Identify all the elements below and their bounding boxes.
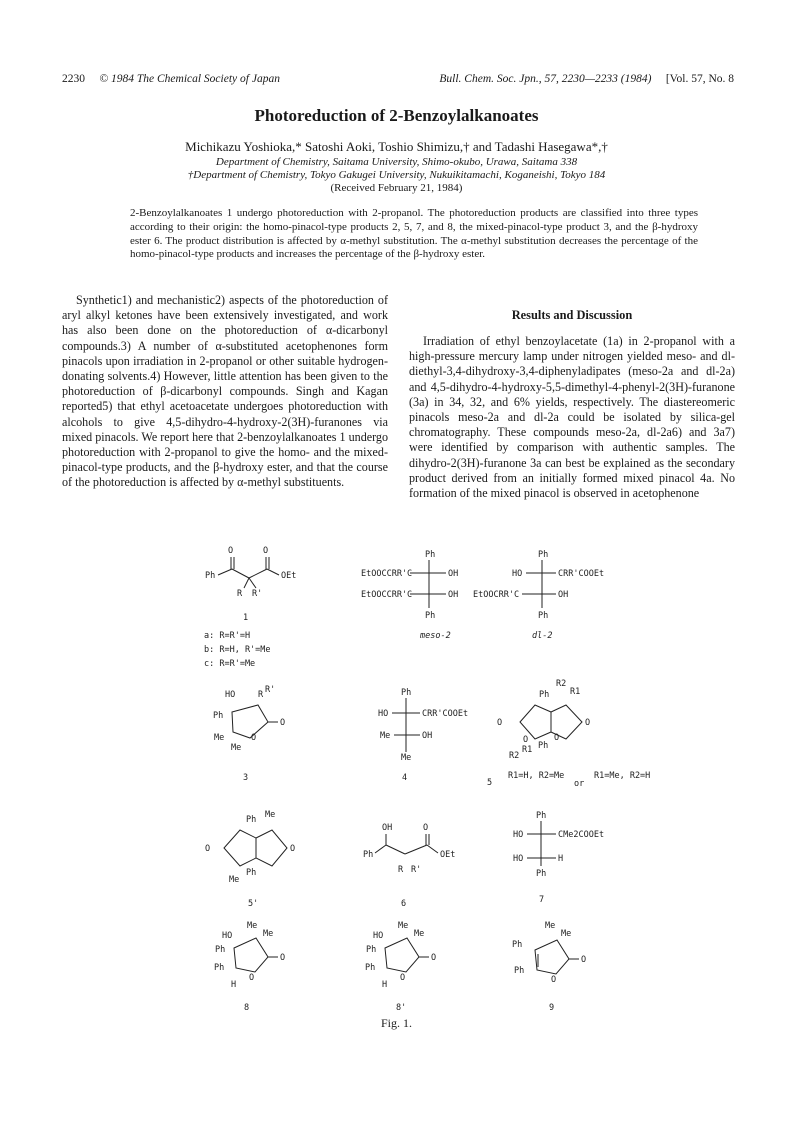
dl-2-label: dl-2	[532, 631, 553, 641]
compound-9-label: 9	[549, 1003, 555, 1013]
svg-text:CRR'COOEt: CRR'COOEt	[558, 569, 605, 579]
subst-b: b: R=H, R'=Me	[204, 645, 271, 655]
svg-text:HO: HO	[373, 931, 384, 941]
compound-7	[513, 811, 604, 905]
compound-8p-label: 8'	[396, 1003, 407, 1013]
svg-text:O: O	[497, 718, 503, 728]
compound-4-label: 4	[402, 773, 408, 783]
svg-text:EtOOCCRR'C: EtOOCCRR'C	[361, 569, 413, 579]
figure-1-structures	[0, 540, 793, 1020]
compound-4	[378, 688, 468, 783]
compound-8-prime	[365, 921, 436, 1013]
svg-text:R': R'	[252, 589, 263, 599]
svg-text:Ph: Ph	[213, 711, 224, 721]
svg-text:O: O	[251, 733, 257, 743]
copyright-line: © 1984 The Chemical Society of Japan	[99, 73, 280, 85]
compound-5-prime	[205, 810, 295, 909]
meso-2-label: meso-2	[420, 631, 451, 641]
svg-text:Ph: Ph	[538, 741, 549, 751]
svg-text:O: O	[423, 823, 429, 833]
svg-text:Ph: Ph	[425, 611, 436, 621]
svg-text:O: O	[523, 735, 529, 745]
svg-text:Ph: Ph	[365, 963, 376, 973]
svg-text:R2: R2	[509, 751, 520, 761]
svg-text:R: R	[258, 690, 264, 700]
svg-text:HO: HO	[513, 830, 524, 840]
results-column	[409, 334, 735, 501]
svg-text:Me: Me	[231, 743, 242, 753]
svg-text:Me: Me	[414, 929, 425, 939]
svg-text:Me: Me	[380, 731, 391, 741]
svg-text:Me: Me	[247, 921, 258, 931]
svg-text:Ph: Ph	[539, 690, 550, 700]
svg-text:O: O	[228, 546, 234, 556]
svg-text:HO: HO	[513, 854, 524, 864]
svg-text:H: H	[382, 980, 388, 990]
svg-text:HO: HO	[225, 690, 236, 700]
svg-text:O: O	[280, 953, 286, 963]
compound-dl-2	[473, 550, 604, 641]
svg-text:R': R'	[411, 865, 422, 875]
svg-text:O: O	[400, 973, 406, 983]
results-paragraph: Irradiation of ethyl benzoylacetate (1a) in 2-propanol with a high-pressure mercury lamp under nitrogen yielded meso- and dl-diethyl-3,4-dihydroxy-3,4-diphenyladipates (meso-2a and dl-2a) and 4,5-dihydro-4-hydroxy-5,5-dimethyl-4-phenyl-2(3H)-furanone (3a) in 34, 32, and 6% yields, respectively. The diastereomeric pinacols meso-2a and dl-2a could be isolated by silica-gel chromatography. These compounds meso-2a, dl-2a6) and 3a7) were identified by comparison with authentic samples. The dihydro-2(3H)-furanone 3a can best be explained as the secondary product derived from an initially formed mixed pinacol 4a. No formation of the mixed pinacol is observed in acetophenone	[409, 334, 735, 501]
svg-text:Ph: Ph	[538, 611, 549, 621]
journal-citation: Bull. Chem. Soc. Jpn., 57, 2230—2233 (1984)	[439, 73, 652, 85]
compound-5-note-or: or	[574, 779, 585, 789]
svg-text:Me: Me	[398, 921, 409, 931]
svg-text:EtOOCCRR'C: EtOOCCRR'C	[361, 590, 413, 600]
compound-5-note-right: R1=Me, R2=H	[594, 771, 651, 781]
svg-text:O: O	[554, 733, 560, 743]
svg-text:R: R	[398, 865, 404, 875]
affiliation-1: Department of Chemistry, Saitama University, Shimo-okubo, Urawa, Saitama 338	[215, 156, 578, 168]
svg-text:H: H	[231, 980, 237, 990]
svg-text:O: O	[581, 955, 587, 965]
svg-text:OEt: OEt	[281, 571, 297, 581]
svg-text:Ph: Ph	[514, 966, 525, 976]
svg-text:EtOOCRR'C: EtOOCRR'C	[473, 590, 520, 600]
volume-info: [Vol. 57, No. 8	[665, 73, 734, 85]
svg-text:HO: HO	[512, 569, 523, 579]
abstract: 2-Benzoylalkanoates 1 undergo photoreduction with 2-propanol. The photoreduction products are classified into three types according to their origin: the homo-pinacol-type products 2, 5, 7, and 8, the mixed-pinacol-type product 3, and the β-hydroxy ester 6. The product distribution is affected by α-methyl substitution. The α-methyl substitution decreases the percentage of the homo-pinacol-type products and increases the percentage of the β-hydroxy ester.	[130, 207, 698, 261]
svg-text:Ph: Ph	[538, 550, 549, 560]
page-number: 2230	[62, 73, 85, 85]
paper-title: Photoreduction of 2-Benzoylalkanoates	[254, 106, 539, 125]
svg-text:OH: OH	[422, 731, 433, 741]
svg-text:R: R	[237, 589, 243, 599]
svg-text:Ph: Ph	[366, 945, 377, 955]
svg-text:Me: Me	[263, 929, 274, 939]
svg-text:Ph: Ph	[536, 811, 547, 821]
svg-text:R2: R2	[556, 679, 567, 689]
svg-text:O: O	[249, 973, 255, 983]
svg-text:CMe2COOEt: CMe2COOEt	[558, 830, 605, 840]
svg-text:Ph: Ph	[215, 945, 226, 955]
compound-meso-2	[361, 550, 458, 641]
svg-text:Ph: Ph	[214, 963, 225, 973]
svg-text:CRR'COOEt: CRR'COOEt	[422, 709, 469, 719]
svg-text:OH: OH	[558, 590, 569, 600]
running-header	[62, 73, 734, 89]
compound-8	[214, 921, 285, 1013]
compound-7-label: 7	[539, 895, 545, 905]
affiliation-2: †Department of Chemistry, Tokyo Gakugei University, Nukuikitamachi, Koganeishi, Tokyo 184	[187, 169, 606, 181]
compound-3	[213, 685, 285, 783]
compound-9	[512, 921, 586, 1013]
svg-text:OEt: OEt	[440, 850, 456, 860]
svg-text:O: O	[551, 975, 557, 985]
compound-5	[487, 679, 650, 789]
svg-text:Me: Me	[229, 875, 240, 885]
svg-text:R': R'	[265, 685, 276, 695]
svg-text:Ph: Ph	[401, 688, 412, 698]
compound-5-label: 5	[487, 778, 493, 788]
svg-text:Me: Me	[545, 921, 556, 931]
svg-text:Me: Me	[401, 753, 412, 763]
figure-caption: Fig. 1.	[380, 1016, 412, 1030]
svg-text:Me: Me	[265, 810, 276, 820]
compound-3-label: 3	[243, 773, 249, 783]
svg-text:Ph: Ph	[425, 550, 436, 560]
svg-text:Ph: Ph	[205, 571, 216, 581]
compound-6	[363, 823, 455, 909]
svg-text:Me: Me	[561, 929, 572, 939]
intro-column	[62, 293, 388, 491]
svg-text:H: H	[558, 854, 564, 864]
svg-text:Ph: Ph	[246, 868, 257, 878]
section-heading: Results and Discussion	[511, 308, 633, 322]
header-right	[439, 73, 734, 85]
svg-text:OH: OH	[382, 823, 393, 833]
svg-text:Ph: Ph	[512, 940, 523, 950]
subst-c: c: R=R'=Me	[204, 659, 256, 669]
subst-a: a: R=R'=H	[204, 631, 251, 641]
received-date: (Received February 21, 1984)	[330, 182, 463, 194]
svg-text:R1: R1	[570, 687, 581, 697]
svg-text:O: O	[263, 546, 269, 556]
compound-8-label: 8	[244, 1003, 250, 1013]
svg-text:R1: R1	[522, 745, 533, 755]
compound-5p-label: 5'	[248, 899, 259, 909]
compound-6-label: 6	[401, 899, 407, 909]
svg-text:O: O	[290, 844, 296, 854]
svg-text:HO: HO	[378, 709, 389, 719]
svg-text:OH: OH	[448, 569, 459, 579]
compound-5-note-left: R1=H, R2=Me	[508, 771, 565, 781]
svg-text:HO: HO	[222, 931, 233, 941]
svg-text:O: O	[431, 953, 437, 963]
svg-text:Me: Me	[214, 733, 225, 743]
svg-text:OH: OH	[448, 590, 459, 600]
svg-text:O: O	[205, 844, 211, 854]
compound-1	[204, 546, 296, 669]
svg-text:Ph: Ph	[363, 850, 374, 860]
svg-text:O: O	[585, 718, 591, 728]
header-left	[62, 73, 280, 85]
svg-text:Ph: Ph	[536, 869, 547, 879]
svg-text:O: O	[280, 718, 286, 728]
compound-1-label: 1	[243, 613, 249, 623]
svg-text:Ph: Ph	[246, 815, 257, 825]
author-list: Michikazu Yoshioka,* Satoshi Aoki, Toshio Shimizu,† and Tadashi Hasegawa*,†	[185, 139, 608, 154]
intro-paragraph: Synthetic1) and mechanistic2) aspects of the photoreduction of aryl alkyl ketones have been extensively investigated, and work has also been done on the photoreduction of α-dicarbonyl compounds.3) A number of α-substituted acetophenones form pinacols upon irradiation in 2-propanol or other suitable hydrogen-donating solvents.4) However, little attention has been given to the photoreduction of β-dicarbonyl compounds. Singh and Kagan reported5) that ethyl acetoacetate undergoes photoreduction with alcohols to give 4,5-dihydro-4-hydroxy-2(3H)-furanones via mixed pinacols. We report here that 2-benzoylalkanoates 1 undergo photoreduction with 2-propanol to give the homo- and the mixed-pinacol-type products, and the β-hydroxy ester, and that the course of the photoreduction is affected by α-methyl substituents.	[62, 293, 389, 490]
